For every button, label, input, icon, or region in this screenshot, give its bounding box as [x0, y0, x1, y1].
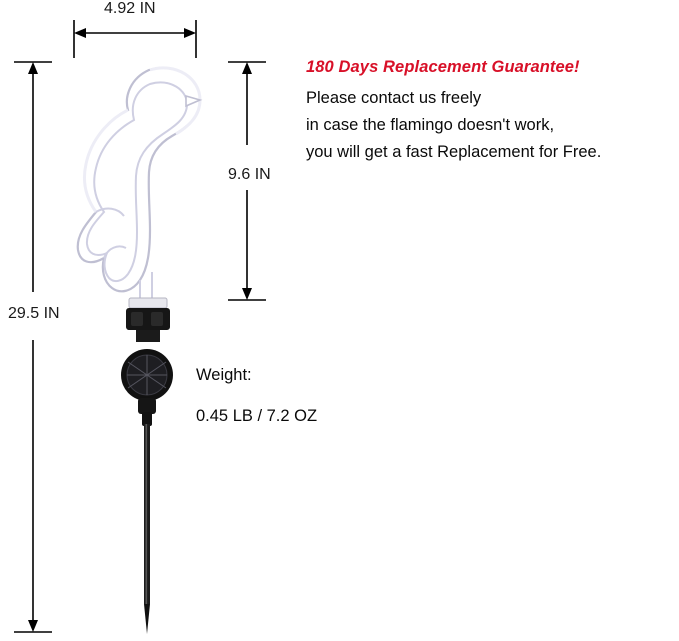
metal-stake: [144, 424, 150, 634]
flamingo-neon-shape: [78, 68, 200, 300]
total-height-arrow-head-top: [28, 62, 38, 74]
collar: [126, 298, 170, 330]
inner-height-arrow-head-top: [242, 62, 252, 74]
inner-height-dimension-label: 9.6 IN: [228, 166, 271, 183]
guarantee-line-3: you will get a fast Replacement for Free.: [306, 143, 602, 161]
total-height-arrow-head-bottom: [28, 620, 38, 632]
width-arrow-head-left: [74, 28, 86, 38]
guarantee-line-2: in case the flamingo doesn't work,: [306, 116, 555, 134]
inner-height-arrow-head-bottom: [242, 288, 252, 300]
weight-label: Weight:: [196, 366, 252, 384]
width-dimension-arrow: [74, 20, 196, 58]
guarantee-headline: 180 Days Replacement Guarantee!: [306, 58, 580, 76]
guarantee-text-block: [306, 58, 679, 170]
solar-panel-housing: [121, 330, 173, 426]
weight-value: 0.45 LB / 7.2 OZ: [196, 407, 318, 425]
width-arrow-head-right: [184, 28, 196, 38]
width-dimension-label: 4.92 IN: [104, 0, 156, 17]
total-height-dimension-label: 29.5 IN: [8, 305, 60, 322]
guarantee-line-1: Please contact us freely: [306, 89, 482, 107]
total-height-dimension-arrow: [14, 62, 52, 632]
weight-block: [196, 366, 317, 448]
